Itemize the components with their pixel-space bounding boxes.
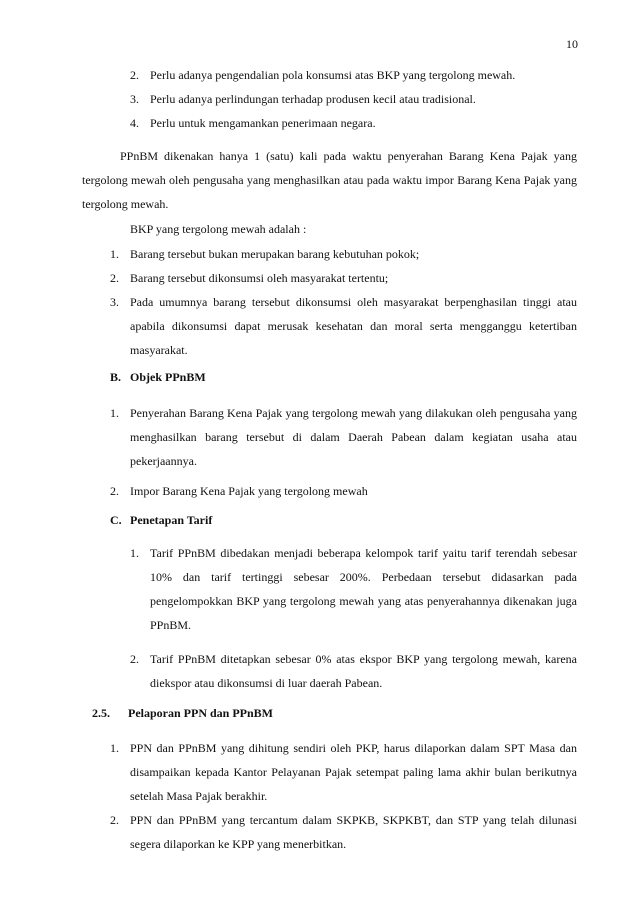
item-text: Perlu untuk mengamankan penerimaan negara. xyxy=(150,116,376,130)
item-number: 2. xyxy=(130,68,139,82)
section-title: Pelaporan PPN dan PPnBM xyxy=(128,706,274,720)
item-number: 1. xyxy=(110,741,119,755)
item-text: Tarif PPnBM ditetapkan sebesar 0% atas ekspor BKP yang tergolong mewah, karena diekspor atau dikonsumsi di luar daerah Pabean. xyxy=(150,652,577,690)
item-text: PPN dan PPnBM yang dihitung sendiri oleh PKP, harus dilaporkan dalam SPT Masa dan disampaikan kepada Kantor Pelayanan Pajak setempat paling lama akhir bulan berikutnya setelah Masa Pajak berakhir. xyxy=(130,741,577,803)
list-item xyxy=(130,647,577,695)
ppnbm-paragraph xyxy=(82,144,577,216)
section-b-list xyxy=(110,401,577,503)
section-2-5-list xyxy=(110,736,577,856)
item-number: 1. xyxy=(110,247,119,261)
item-text: Impor Barang Kena Pajak yang tergolong mewah xyxy=(130,484,368,498)
list-item xyxy=(110,401,577,473)
list-item xyxy=(130,63,550,87)
section-b-heading xyxy=(110,365,206,389)
item-text: Barang tersebut bukan merupakan barang kebutuhan pokok; xyxy=(130,247,420,261)
item-text: Perlu adanya perlindungan terhadap produsen kecil atau tradisional. xyxy=(150,92,476,106)
item-text: Barang tersebut dikonsumsi oleh masyarakat tertentu; xyxy=(130,271,389,285)
item-number: 2. xyxy=(110,271,119,285)
list-item xyxy=(110,736,577,808)
item-text: Penyerahan Barang Kena Pajak yang tergolong mewah yang dilakukan oleh pengusaha yang menghasilkan barang tersebut di dalam Daerah Pabean dalam kegiatan usaha atau pekerjaannya. xyxy=(130,406,577,468)
bkp-intro: BKP yang tergolong mewah adalah : xyxy=(130,222,307,236)
list-item xyxy=(110,808,577,856)
list-item xyxy=(130,87,550,111)
item-text: PPN dan PPnBM yang tercantum dalam SKPKB, SKPKBT, dan STP yang telah dilunasi segera dilaporkan ke KPP yang menerbitkan. xyxy=(130,813,577,851)
item-number: 1. xyxy=(110,406,119,420)
list-item xyxy=(110,266,577,290)
list-item xyxy=(130,541,577,637)
section-c-heading xyxy=(110,508,212,532)
item-number: 2. xyxy=(110,484,119,498)
list-item xyxy=(110,290,577,362)
page-number: 10 xyxy=(566,37,578,51)
paragraph-text: PPnBM dikenakan hanya 1 (satu) kali pada waktu penyerahan Barang Kena Pajak yang tergolong mewah oleh pengusaha yang menghasilkan atau pada waktu impor Barang Kena Pajak yang tergolong mewah. xyxy=(82,149,577,211)
section-2-5-heading xyxy=(92,701,273,725)
purpose-list xyxy=(130,63,550,135)
list-item xyxy=(110,242,577,266)
section-title: Penetapan Tarif xyxy=(130,513,213,527)
bkp-criteria-list xyxy=(110,242,577,362)
item-text: Tarif PPnBM dibedakan menjadi beberapa kelompok tarif yaitu tarif terendah sebesar 10% dan tarif tertinggi sebesar 200%. Perbedaan tersebut didasarkan pada pengelompokkan BKP yang tergolong mewah yang atas penyerahannya dikenakan juga PPnBM. xyxy=(150,546,577,632)
item-number: 3. xyxy=(130,92,139,106)
item-number: 1. xyxy=(130,546,139,560)
item-text: Perlu adanya pengendalian pola konsumsi atas BKP yang tergolong mewah. xyxy=(150,68,516,82)
item-number: 2. xyxy=(130,652,139,666)
section-label: B. xyxy=(110,370,122,384)
item-number: 4. xyxy=(130,116,139,130)
section-title: Objek PPnBM xyxy=(130,370,206,384)
item-number: 2. xyxy=(110,813,119,827)
item-number: 3. xyxy=(110,295,119,309)
item-text: Pada umumnya barang tersebut dikonsumsi oleh masyarakat berpenghasilan tinggi atau apabila dikonsumsi dapat merusak kesehatan dan moral serta mengganggu ketertiban masyarakat. xyxy=(130,295,577,357)
list-item xyxy=(130,111,550,135)
section-label: 2.5. xyxy=(92,706,110,720)
list-item xyxy=(110,479,577,503)
section-label: C. xyxy=(110,513,122,527)
section-c-list xyxy=(130,541,577,695)
